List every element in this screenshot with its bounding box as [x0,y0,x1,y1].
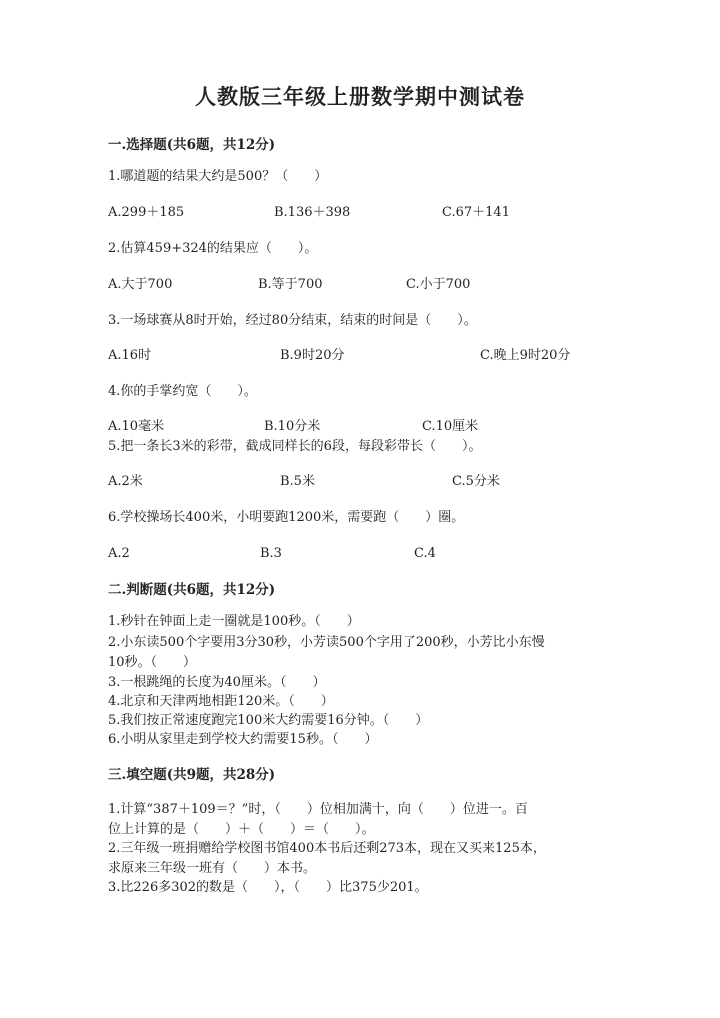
option-a: A.16时 [108,348,152,363]
question-text: 2.估算459+324的结果应（ ）。 [108,241,318,256]
option-b: B.136＋398 [274,205,351,220]
option-c: C.67＋141 [442,205,510,220]
option-b: B.等于700 [258,277,323,292]
question-text: 4.你的手掌约宽（ ）。 [108,384,257,399]
section-heading-choice: 一.选择题(共6题，共12分) [108,137,276,153]
section-heading-fill-blank: 三.填空题(共9题，共28分) [108,767,276,783]
question-text: 1.哪道题的结果大约是500？（ ） [108,169,328,184]
statement-line: 4.北京和天津两地相距120米。（ ） [108,694,334,709]
page-title: 人教版三年级上册数学期中测试卷 [195,84,525,109]
option-b: B.5米 [280,474,315,489]
statement-line: 10秒。（ ） [108,655,197,670]
statement-line: 6.小明从家里走到学校大约需要15秒。（ ） [108,732,378,747]
question-text: 5.把一条长3米的彩带，截成同样长的6段，每段彩带长（ ）。 [108,439,482,454]
option-a: A.2米 [108,474,143,489]
fill-line: 1.计算“387＋109＝？”时，（ ）位相加满十，向（ ）位进一。百 [108,802,528,817]
option-a: A.299＋185 [108,205,185,220]
fill-line: 位上计算的是（ ）＋（ ）＝（ ）。 [108,822,375,837]
option-b: B.3 [260,546,282,561]
option-c: C.小于700 [406,277,471,292]
option-b: B.9时20分 [280,348,345,363]
question-text: 3.一场球赛从8时开始，经过80分结束，结束的时间是（ ）。 [108,313,477,328]
statement-line: 2.小东读500个字要用3分30秒，小芳读500个字用了200秒，小芳比小东慢 [108,635,545,650]
fill-line: 2.三年级一班捐赠给学校图书馆400本书后还剩273本，现在又买来125本， [108,841,546,856]
option-c: C.4 [414,546,436,561]
option-c: C.晚上9时20分 [480,348,571,363]
option-a: A.10毫米 [108,419,165,434]
option-a: A.2 [108,546,130,561]
statement-line: 3.一根跳绳的长度为40厘米。（ ） [108,675,326,690]
option-b: B.10分米 [264,419,321,434]
statement-line: 5.我们按正常速度跑完100米大约需要16分钟。（ ） [108,713,429,728]
fill-line: 3.比226多302的数是（ ），（ ）比375少201。 [108,880,428,895]
option-c: C.10厘米 [422,419,479,434]
fill-line: 求原来三年级一班有（ ）本书。 [108,861,317,876]
option-a: A.大于700 [108,277,173,292]
statement-line: 1.秒针在钟面上走一圈就是100秒。（ ） [108,614,360,629]
section-heading-judgement: 二.判断题(共6题，共12分) [108,582,276,598]
question-text: 6.学校操场长400米，小明要跑1200米，需要跑（ ）圈。 [108,510,465,525]
option-c: C.5分米 [452,474,500,489]
